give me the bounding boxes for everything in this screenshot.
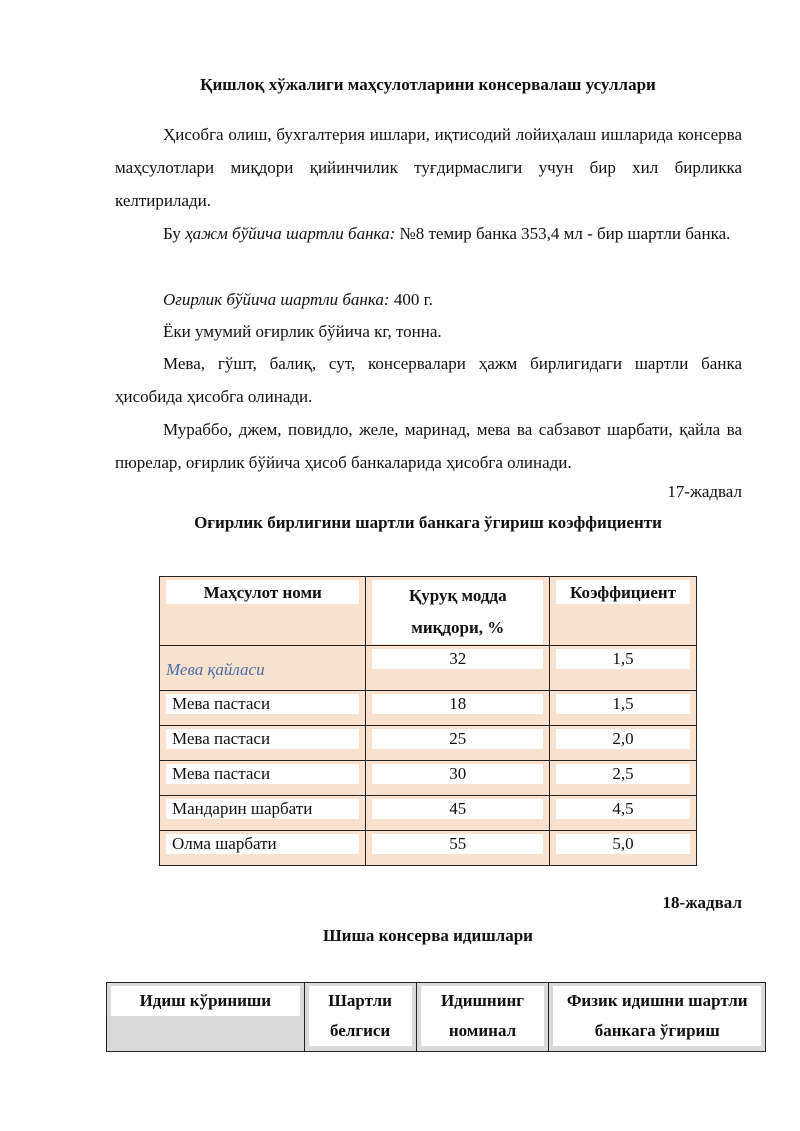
table-row (160, 761, 697, 796)
table-row (160, 646, 697, 691)
table-row (160, 796, 697, 831)
cell-product: Мева пастаси (166, 694, 359, 714)
col-header-nominal: Идишнинг номинал (421, 986, 545, 1046)
table-18-header-row (107, 983, 766, 1052)
cell-coefficient: 1,5 (556, 694, 690, 714)
paragraph-4: Ёки умумий оғирлик бўйича кг, тонна. (163, 322, 442, 341)
table-17-header-row (160, 577, 697, 646)
paragraph-3-rest: 400 г. (389, 290, 433, 309)
paragraph-2-rest: №8 темир банка 353,4 мл - бир шартли банка. (395, 224, 731, 243)
paragraph-1: Ҳисобга олиш, бухгалтерия ишлари, иқтисодий лойиҳалаш ишларида консерва маҳсулотлари миқдори қийинчилик туғдирмаслиги учун бир хил бирликка келтирилади. (115, 125, 742, 210)
cell-dry-matter: 55 (372, 834, 543, 854)
cell-product: Мандарин шарбати (166, 799, 359, 819)
cell-dry-matter: 30 (372, 764, 543, 784)
table-17-caption: Оғирлик бирлигини шартли банкага ўгириш коэффициенти (194, 513, 662, 532)
cell-coefficient: 4,5 (556, 799, 690, 819)
cell-coefficient: 2,0 (556, 729, 690, 749)
cell-product: Мева пастаси (166, 764, 359, 784)
paragraph-6: Мураббо, джем, повидло, желе, маринад, мева ва сабзавот шарбати, қайла ва пюрелар, оғирлик бўйича ҳисоб банкаларида ҳисобга олинади. (115, 420, 742, 472)
cell-dry-matter: 18 (372, 694, 543, 714)
paragraph-3-italic: Оғирлик бўйича шартли банка: (163, 290, 390, 309)
col-header-container-view: Идиш кўриниши (111, 986, 300, 1016)
table-row (160, 726, 697, 761)
table-row (160, 691, 697, 726)
cell-coefficient: 5,0 (556, 834, 690, 854)
cell-product: Мева пастаси (166, 729, 359, 749)
table-18-number: 18-жадвал (662, 893, 742, 912)
table-18-caption: Шиша консерва идишлари (323, 926, 533, 945)
table-17-number: 17-жадвал (667, 482, 742, 501)
table-row (160, 831, 697, 866)
cell-dry-matter: 45 (372, 799, 543, 819)
cell-product: Мева қайласи (166, 660, 265, 679)
col-header-coefficient: Коэффициент (556, 580, 690, 604)
paragraph-2-italic: ҳажм бўйича шартли банка: (185, 224, 396, 243)
table-18 (106, 982, 766, 1052)
col-header-product: Маҳсулот номи (166, 580, 359, 604)
paragraph-2-lead: Бу (163, 224, 186, 243)
cell-dry-matter: 32 (372, 649, 543, 669)
col-header-dry-matter: Қуруқ модда миқдори, % (372, 580, 543, 644)
paragraph-2 (115, 217, 742, 250)
page-title: Қишлоқ хўжалиги маҳсулотларини консервалаш усуллари (200, 75, 656, 94)
cell-dry-matter: 25 (372, 729, 543, 749)
col-header-conversion: Физик идишни шартли банкага ўгириш (553, 986, 761, 1046)
col-header-conventional-sign: Шартли белгиси (309, 986, 412, 1046)
table-17 (159, 576, 697, 866)
paragraph-5: Мева, гўшт, балиқ, сут, консервалари ҳажм бирлигидаги шартли банка ҳисобида ҳисобга олинади. (115, 354, 742, 406)
paragraph-3 (115, 283, 742, 316)
cell-product: Олма шарбати (166, 834, 359, 854)
cell-coefficient: 1,5 (556, 649, 690, 669)
cell-coefficient: 2,5 (556, 764, 690, 784)
